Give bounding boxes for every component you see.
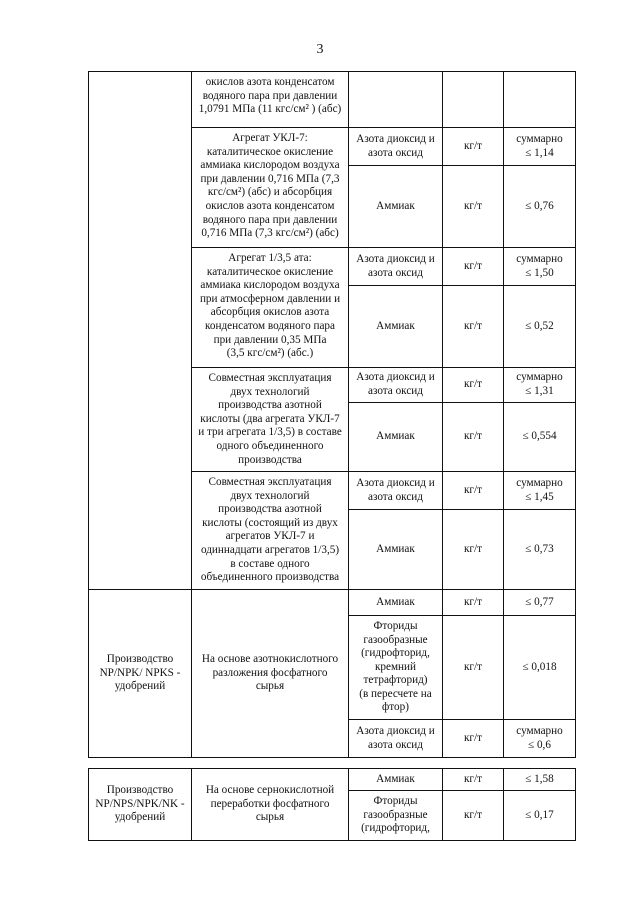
method-line: в составе одного <box>230 557 310 570</box>
method-line: двух технологий <box>230 489 310 502</box>
substance-line: азота оксид <box>368 385 423 397</box>
substance-cell: Аммиак <box>349 590 443 616</box>
method-cell <box>192 769 349 841</box>
method-line: разложения фосфатного <box>212 666 328 679</box>
value-cell: ≤ 0,554 <box>504 403 576 472</box>
method-cell <box>192 72 349 128</box>
product-line: удобрений <box>114 680 166 693</box>
substance-line: азота оксид <box>368 266 423 279</box>
product-line: NP/NPS/NPK/NK - <box>95 797 185 810</box>
substance-cell: Аммиак <box>349 286 443 368</box>
unit-cell: кг/т <box>443 166 504 248</box>
unit-cell: кг/т <box>443 472 504 510</box>
unit-cell: кг/т <box>443 510 504 590</box>
value-line: ≤ 1,45 <box>525 490 554 503</box>
method-line: водяного пара при давлении <box>202 89 338 102</box>
method-cell <box>192 128 349 248</box>
method-line: при атмосферном давлении и <box>199 292 341 305</box>
method-line: производства азотной <box>218 399 322 412</box>
unit-cell: кг/т <box>443 769 504 791</box>
substance-line: азота оксид <box>368 490 423 503</box>
value-line: суммарно <box>516 371 563 384</box>
method-line: окислов азота конденсатом <box>205 76 335 88</box>
value-cell: ≤ 1,58 <box>504 769 576 791</box>
table-row <box>89 590 576 616</box>
value-cell: ≤ 0,17 <box>504 791 576 841</box>
method-line: 1,0791 МПа (11 кгс/см² ) (абс) <box>198 103 342 116</box>
unit-cell: кг/т <box>443 128 504 166</box>
method-line: одиннадцати агрегатов 1/3,5) <box>200 543 340 556</box>
method-line: На основе сернокислотной <box>205 784 335 797</box>
method-line: 0,716 МПа (7,3 кгс/см²) (абс) <box>201 227 339 240</box>
value-cell: ≤ 0,52 <box>504 286 576 368</box>
value-cell <box>504 128 576 166</box>
method-line: переработки фосфатного <box>210 797 330 810</box>
method-line: одного объединенного <box>216 439 324 452</box>
value-line: ≤ 0,6 <box>528 738 551 751</box>
method-line: объединенного производства <box>200 571 340 584</box>
method-line: и три агрегата 1/3,5) в составе <box>198 426 342 439</box>
value-cell <box>504 720 576 758</box>
unit-cell: кг/т <box>443 368 504 403</box>
unit-cell: кг/т <box>443 248 504 286</box>
substance-line: Фториды <box>373 619 418 632</box>
method-cell <box>192 248 349 368</box>
method-line: сырья <box>255 811 285 824</box>
substance-line: Азота диоксид и <box>356 132 435 145</box>
substance-cell <box>349 791 443 841</box>
method-line: сырья <box>255 680 285 693</box>
substance-line: азота оксид <box>368 146 423 159</box>
substance-cell <box>349 248 443 286</box>
substance-cell <box>349 368 443 403</box>
value-line: ≤ 1,14 <box>525 146 554 159</box>
method-line: аммиака кислородом воздуха <box>200 279 340 292</box>
substance-cell: Аммиак <box>349 166 443 248</box>
method-line: производства азотной <box>218 503 322 516</box>
value-cell <box>504 248 576 286</box>
method-line: абсорбция окислов азота <box>210 306 330 319</box>
substance-line: Азота диоксид и <box>356 252 435 265</box>
method-line: окислов азота конденсатом <box>205 199 335 212</box>
substance-cell: Аммиак <box>349 403 443 472</box>
product-line: Производство <box>106 653 174 666</box>
substance-line: газообразные <box>363 633 428 646</box>
value-cell-empty <box>504 72 576 128</box>
method-cell <box>192 472 349 590</box>
method-line: водяного пара при давлении <box>202 213 338 226</box>
method-line: при давлении 0,35 МПа <box>213 333 327 346</box>
product-cell-empty <box>89 72 192 590</box>
substance-cell-empty <box>349 72 443 128</box>
value-cell: ≤ 0,73 <box>504 510 576 590</box>
method-line: аммиака кислородом воздуха <box>200 159 340 172</box>
table-gap <box>89 758 576 769</box>
substance-cell <box>349 472 443 510</box>
method-line: кгс/см²) (абс) и абсорбция <box>207 186 333 199</box>
unit-cell: кг/т <box>443 403 504 472</box>
unit-cell: кг/т <box>443 720 504 758</box>
substance-line: (гидрофторид, <box>361 647 430 660</box>
substance-cell <box>349 616 443 720</box>
product-line: NP/NPK/ NPKS - <box>99 666 181 679</box>
method-cell <box>192 590 349 758</box>
method-line: На основе азотнокислотного <box>201 653 339 666</box>
substance-cell: Аммиак <box>349 510 443 590</box>
table-row <box>89 769 576 791</box>
value-cell: ≤ 0,77 <box>504 590 576 616</box>
method-line: Совместная эксплуатация <box>208 476 332 488</box>
product-cell <box>89 590 192 758</box>
method-line: агрегатов УКЛ-7 и <box>225 530 315 543</box>
substance-cell <box>349 128 443 166</box>
value-line: суммарно <box>516 724 563 737</box>
method-line: Совместная эксплуатация <box>208 372 332 384</box>
method-line: кислоты (два агрегата УКЛ-7 <box>200 412 340 425</box>
substance-line: кремний <box>374 660 417 673</box>
value-cell <box>504 472 576 510</box>
unit-cell: кг/т <box>443 791 504 841</box>
method-cell <box>192 368 349 472</box>
substance-line: Азота диоксид и <box>356 371 435 384</box>
table-row <box>89 72 576 128</box>
product-line: Производство <box>106 784 174 797</box>
unit-cell-empty <box>443 72 504 128</box>
substance-line: (в пересчете на <box>359 687 432 700</box>
substance-line: газообразные <box>363 808 428 821</box>
method-line: каталитическое окисление <box>206 265 334 278</box>
product-cell <box>89 769 192 841</box>
value-cell: ≤ 0,018 <box>504 616 576 720</box>
method-line: Агрегат 1/3,5 ата: <box>228 252 312 264</box>
unit-cell: кг/т <box>443 616 504 720</box>
value-line: суммарно <box>516 132 563 145</box>
method-line: кислоты (состоящий из двух <box>202 516 338 529</box>
emissions-table <box>88 71 576 841</box>
value-cell: ≤ 0,76 <box>504 166 576 248</box>
substance-line: Азота диоксид и <box>356 724 435 737</box>
page-number: 3 <box>316 42 324 57</box>
substance-line: фтор) <box>382 701 409 714</box>
value-cell <box>504 368 576 403</box>
value-line: суммарно <box>516 476 563 489</box>
method-line: при давлении 0,716 МПа (7,3 <box>200 172 340 185</box>
product-line: удобрений <box>114 811 166 824</box>
substance-line: Азота диоксид и <box>356 476 435 489</box>
method-line: производства <box>238 453 302 466</box>
value-line: ≤ 1,50 <box>525 266 554 279</box>
gap-cell <box>89 758 576 769</box>
method-line: (3,5 кгс/см²) (абс.) <box>226 347 314 360</box>
substance-line: азота оксид <box>368 738 423 751</box>
substance-line: Фториды <box>373 795 418 808</box>
method-line: конденсатом водяного пара <box>205 319 335 332</box>
value-line: ≤ 1,31 <box>525 385 554 397</box>
method-line: Агрегат УКЛ-7: <box>232 132 308 144</box>
method-line: каталитическое окисление <box>206 145 334 158</box>
substance-line: тетрафторид) <box>363 674 428 687</box>
unit-cell: кг/т <box>443 286 504 368</box>
method-line: двух технологий <box>230 385 310 398</box>
value-line: суммарно <box>516 252 563 265</box>
substance-line: (гидрофторид, <box>361 822 430 835</box>
substance-cell <box>349 720 443 758</box>
substance-cell: Аммиак <box>349 769 443 791</box>
unit-cell: кг/т <box>443 590 504 616</box>
